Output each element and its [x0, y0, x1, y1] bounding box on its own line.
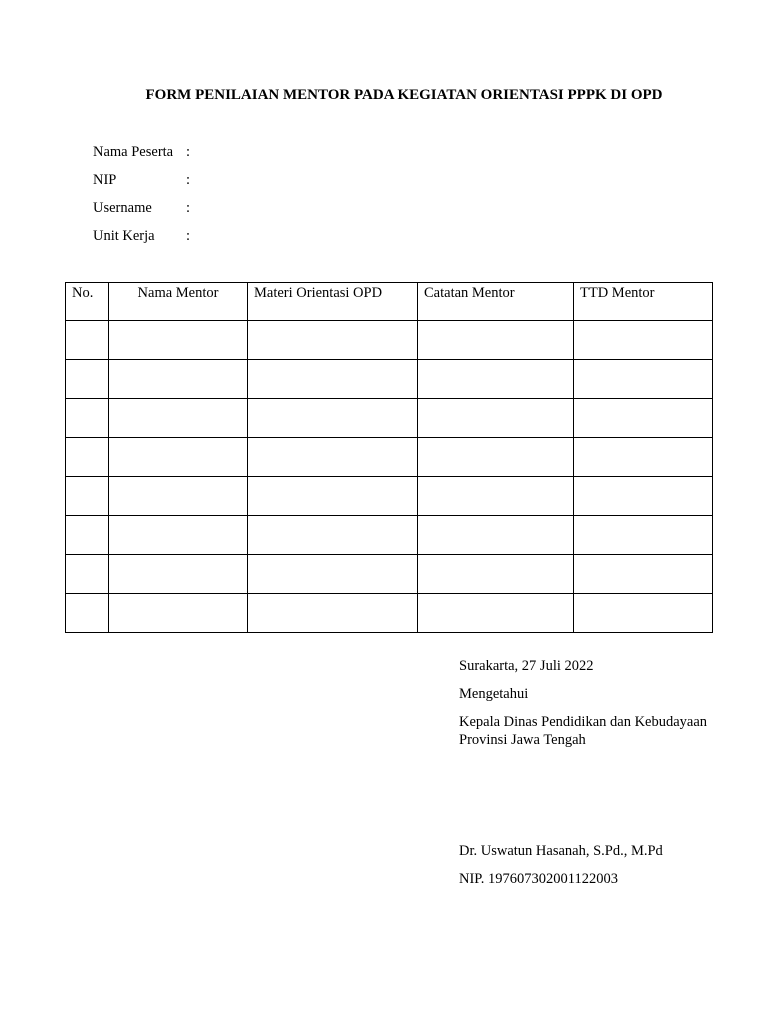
- field-colon: :: [186, 200, 191, 216]
- table-body: [66, 321, 713, 633]
- header-no: No.: [66, 283, 109, 321]
- position-line-1: Kepala Dinas Pendidikan dan Kebudayaan: [459, 714, 708, 730]
- table-cell: [109, 516, 248, 555]
- table-row: [66, 555, 713, 594]
- form-title: FORM PENILAIAN MENTOR PADA KEGIATAN ORIENTASI PPPK DI OPD: [145, 87, 663, 103]
- official-name: Dr. Uswatun Hasanah, S.Pd., M.Pd: [459, 843, 663, 859]
- table-cell: [66, 555, 109, 594]
- table-row: [66, 477, 713, 516]
- table-cell: [574, 594, 713, 633]
- table-cell: [66, 516, 109, 555]
- table-cell: [109, 477, 248, 516]
- table-cell: [574, 477, 713, 516]
- table-row: [66, 321, 713, 360]
- table-cell: [418, 399, 574, 438]
- table-cell: [109, 360, 248, 399]
- table-cell: [248, 360, 418, 399]
- position-line-2: Provinsi Jawa Tengah: [459, 732, 586, 748]
- official-nip: NIP. 197607302001122003: [459, 871, 618, 887]
- table-cell: [248, 516, 418, 555]
- field-label: Username: [93, 200, 152, 216]
- table-cell: [66, 360, 109, 399]
- table-cell: [418, 321, 574, 360]
- table-cell: [248, 477, 418, 516]
- table-cell: [418, 594, 574, 633]
- table-cell: [66, 321, 109, 360]
- table-cell: [109, 555, 248, 594]
- official-position: [459, 713, 707, 749]
- table-cell: [574, 399, 713, 438]
- table-cell: [66, 594, 109, 633]
- table-cell: [574, 555, 713, 594]
- table-row: [66, 360, 713, 399]
- table-cell: [248, 399, 418, 438]
- table-header-row: [66, 283, 713, 321]
- header-materi-orientasi: Materi Orientasi OPD: [248, 283, 418, 321]
- table-cell: [109, 399, 248, 438]
- field-label: Unit Kerja: [93, 228, 155, 244]
- field-label: NIP: [93, 172, 117, 188]
- table-row: [66, 594, 713, 633]
- header-catatan-mentor: Catatan Mentor: [418, 283, 574, 321]
- table-row: [66, 516, 713, 555]
- table-cell: [248, 594, 418, 633]
- table-cell: [574, 438, 713, 477]
- field-colon: :: [186, 228, 191, 244]
- table-row: [66, 399, 713, 438]
- table-cell: [248, 321, 418, 360]
- table-row: [66, 438, 713, 477]
- table-cell: [109, 438, 248, 477]
- table-cell: [418, 438, 574, 477]
- header-ttd-mentor: TTD Mentor: [574, 283, 713, 321]
- field-colon: :: [186, 144, 191, 160]
- acknowledge-text: Mengetahui: [459, 686, 529, 702]
- header-nama-mentor: Nama Mentor: [109, 283, 248, 321]
- table-cell: [248, 555, 418, 594]
- place-date: Surakarta, 27 Juli 2022: [459, 658, 594, 674]
- mentor-table: [65, 282, 713, 633]
- table-cell: [109, 594, 248, 633]
- table-cell: [66, 477, 109, 516]
- table-cell: [574, 321, 713, 360]
- table-cell: [66, 438, 109, 477]
- table-cell: [418, 360, 574, 399]
- table-cell: [109, 321, 248, 360]
- field-label: Nama Peserta: [93, 144, 174, 160]
- table-cell: [418, 516, 574, 555]
- table-cell: [574, 360, 713, 399]
- table-cell: [248, 438, 418, 477]
- table-cell: [418, 555, 574, 594]
- field-colon: :: [186, 172, 191, 188]
- table-cell: [418, 477, 574, 516]
- table-cell: [66, 399, 109, 438]
- table-cell: [574, 516, 713, 555]
